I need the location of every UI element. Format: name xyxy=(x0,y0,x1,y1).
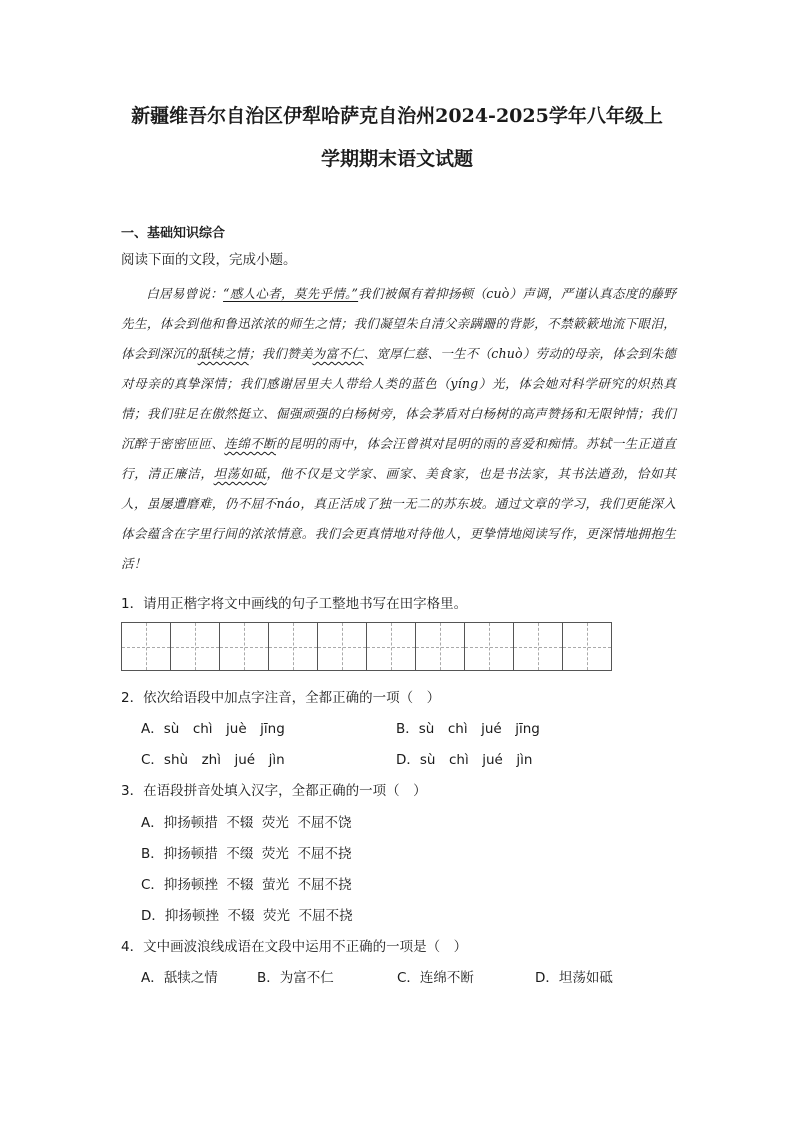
passage-text: 的昆明的雨中，体会汪曾祺对昆明的雨的喜爱和痴情。苏轼一生正道直行，清正廉洁， xyxy=(121,436,677,481)
question-4: 4．文中画波浪线成语在文段中运用不正确的一项是（ ） xyxy=(121,939,468,955)
document-title-line2: 学期期末语文试题 xyxy=(320,148,473,170)
reading-instruction: 阅读下面的文段，完成小题。 xyxy=(121,252,297,268)
grid-cell[interactable] xyxy=(122,622,171,671)
q4-option-c[interactable]: C．连绵不断 xyxy=(397,970,474,986)
q3-option-b[interactable]: B．抑扬顿措 不缀 荧光 不屈不挠 xyxy=(141,846,352,862)
q4-option-d[interactable]: D．坦荡如砥 xyxy=(535,970,613,986)
passage-text: ；我们赞美 xyxy=(248,346,313,361)
document-title-line1: 新疆维吾尔自治区伊犁哈萨克自治州2024-2025学年八年级上 xyxy=(131,105,663,127)
question-1: 1．请用正楷字将文中画线的句子工整地书写在田字格里。 xyxy=(121,596,468,612)
wavy-idiom: 舐犊之情 xyxy=(197,346,249,361)
tianzige-grid[interactable] xyxy=(121,622,612,671)
q4-option-a[interactable]: A．舐犊之情 xyxy=(141,970,218,986)
q3-option-c[interactable]: C．抑扬顿挫 不辍 萤光 不屈不挠 xyxy=(141,877,352,893)
passage-text: 我们被佩有着抑扬顿（cuò）声调，严谨认真态度的藤野先生，体会到他和鲁迅浓浓的师生之情；我们凝望朱自清父亲蹒跚的背影，不禁簌簌地流下眼泪，体会到深沉的 xyxy=(121,286,676,361)
q3-option-d[interactable]: D．抑扬顿挫 不辍 荧光 不屈不挠 xyxy=(141,908,353,924)
passage-text: 、宽厚仁慈、一生不（chuò）劳动的母亲，体会到朱德对母亲的真挚深情；我们感谢居里夫人带给人类的蓝色（yíng）光，体会她对科学研究的炽热真情；我们驻足在傲然挺立、倔强顽强的白杨树旁，体会茅盾对白杨树的高声赞扬和无限钟情；我们沉醉于密密匝匝、 xyxy=(121,346,676,451)
grid-cell[interactable] xyxy=(318,622,367,671)
wavy-idiom: 连绵不断 xyxy=(224,436,276,451)
grid-cell[interactable] xyxy=(416,622,465,671)
q2-option-d[interactable]: D．sù chì jué jìn xyxy=(396,752,533,768)
passage-text: 白居易曾说： xyxy=(146,286,224,301)
grid-cell[interactable] xyxy=(367,622,416,671)
q3-option-a[interactable]: A．抑扬顿措 不辍 荧光 不屈不饶 xyxy=(141,815,352,831)
q2-option-c[interactable]: C．shù zhì jué jìn xyxy=(141,752,285,768)
section-heading: 一、基础知识综合 xyxy=(121,226,226,241)
grid-cell[interactable] xyxy=(220,622,269,671)
reading-passage xyxy=(121,279,676,579)
grid-cell[interactable] xyxy=(465,622,514,671)
passage-text: ，他不仅是文学家、画家、美食家，也是书法家，其书法遒劲，恰如其人，虽屡遭磨难，仍不屈不náo，真正活成了独一无二的苏东坡。通过文章的学习，我们更能深入体会蕴含在字里行间的浓浓情意。我们会更真情地对待他人，更挚情地阅读写作，更深情地拥抱生活！ xyxy=(121,466,676,571)
grid-cell[interactable] xyxy=(269,622,318,671)
question-3: 3．在语段拼音处填入汉字，全都正确的一项（ ） xyxy=(121,783,427,799)
wavy-idiom: 坦荡如砥 xyxy=(213,466,267,481)
q4-option-b[interactable]: B．为富不仁 xyxy=(257,970,334,986)
q2-option-b[interactable]: B．sù chì jué jīng xyxy=(396,721,540,737)
grid-cell[interactable] xyxy=(514,622,563,671)
underlined-quote: “感人心者，莫先乎情。” xyxy=(223,286,359,301)
grid-cell[interactable] xyxy=(171,622,220,671)
q2-option-a[interactable]: A．sù chì juè jīng xyxy=(141,721,285,737)
grid-cell[interactable] xyxy=(563,622,612,671)
wavy-idiom: 为富不仁 xyxy=(312,346,364,361)
question-2: 2．依次给语段中加点字注音，全都正确的一项（ ） xyxy=(121,690,441,706)
